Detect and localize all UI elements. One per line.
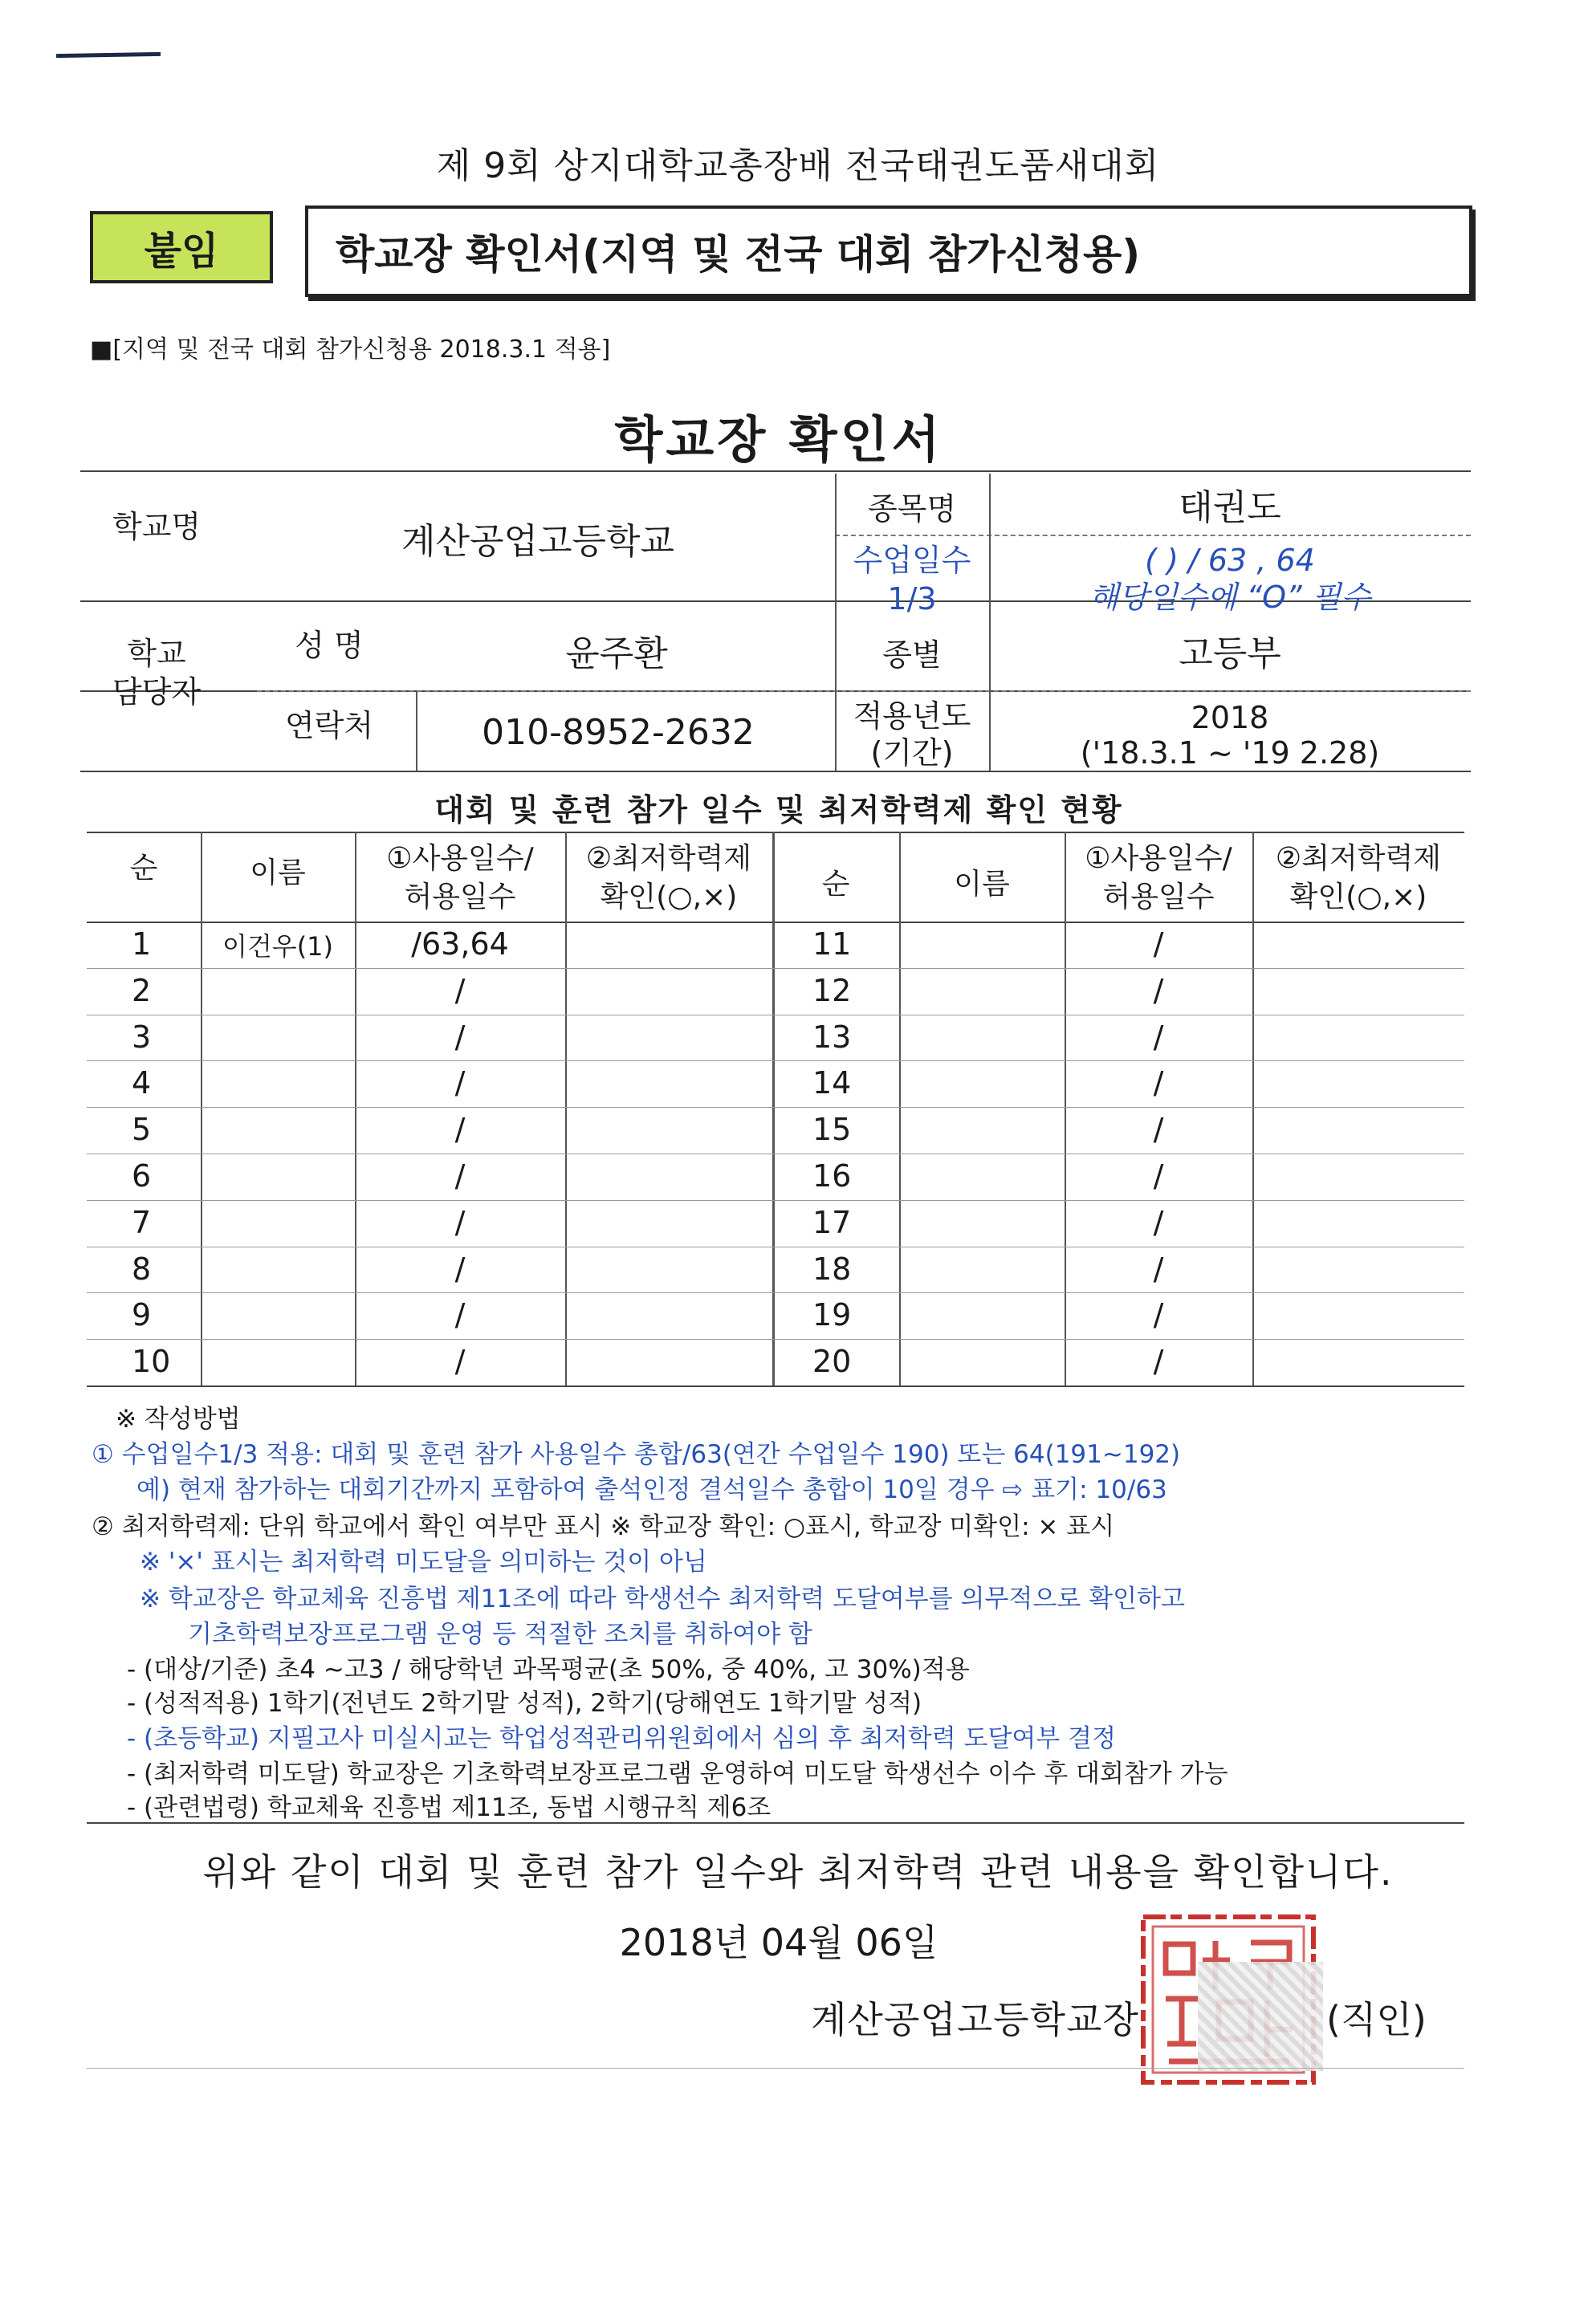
note-8: - (최저학력 미도달) 학교장은 기초학력보장프로그램 운영하여 미도달 학생선수 이수 후 대회참가 가능 bbox=[127, 1760, 1228, 1788]
header-days-sub: 허용일수 bbox=[404, 881, 516, 913]
year-period-label: (기간) bbox=[870, 735, 954, 771]
note-6: - (성적적용) 1학기(전년도 2학기말 성적), 2학기(당해연도 1학기말 성적) bbox=[127, 1689, 922, 1718]
header-no: 순 bbox=[129, 852, 158, 885]
class-days-label: 수업일수 bbox=[853, 543, 971, 578]
redacted-name bbox=[1198, 1962, 1323, 2071]
cell-days: / bbox=[1153, 926, 1164, 962]
note-9: - (관련법령) 학교체육 진흥법 제11조, 동법 시행규칙 제6조 bbox=[127, 1793, 772, 1822]
year-value: 2018 bbox=[1191, 700, 1269, 735]
cell-no: 17 bbox=[812, 1204, 852, 1240]
cell-days: / bbox=[1153, 1251, 1164, 1287]
cell-no: 2 bbox=[132, 972, 152, 1008]
cell-days: / bbox=[1153, 1065, 1164, 1101]
cell-days: / bbox=[454, 1344, 466, 1380]
cell-days: / bbox=[454, 1251, 466, 1287]
note-4-cont: 기초학력보장프로그램 운영 등 적절한 조치를 취하여야 함 bbox=[188, 1620, 812, 1649]
cell-days: /63,64 bbox=[411, 926, 509, 962]
note-4: ※ 학교장은 학교체육 진흥법 제11조에 따라 학생선수 최저학력 도달여부를 의무적으로 확인하고 bbox=[140, 1585, 1185, 1613]
cell-no: 8 bbox=[132, 1251, 152, 1287]
cell-days: / bbox=[454, 1297, 466, 1333]
cell-no: 16 bbox=[812, 1158, 852, 1194]
cell-no: 10 bbox=[132, 1344, 171, 1380]
notes-divider bbox=[87, 1822, 1464, 1824]
cell-no: 6 bbox=[132, 1158, 152, 1194]
pen-stroke bbox=[56, 52, 161, 58]
header-name: 이름 bbox=[250, 857, 306, 889]
cell-days: / bbox=[454, 1158, 466, 1194]
row-divider bbox=[87, 1060, 1464, 1061]
cell-no: 3 bbox=[132, 1019, 152, 1055]
row-divider bbox=[87, 1200, 1464, 1201]
page-title: 학교장 확인서 bbox=[614, 410, 943, 469]
cell-days: / bbox=[454, 1065, 466, 1101]
notes-heading: ※ 작성방법 bbox=[116, 1405, 241, 1434]
header-days: ①사용일수/ bbox=[386, 842, 534, 875]
cell-days: / bbox=[1153, 972, 1164, 1008]
contact-label: 연락처 bbox=[284, 708, 374, 743]
bottom-rule bbox=[87, 2068, 1464, 2069]
event-value: 태권도 bbox=[1179, 487, 1281, 528]
seal-suffix: (직인) bbox=[1326, 1998, 1427, 2041]
cell-days: / bbox=[1153, 1204, 1164, 1240]
cell-no: 14 bbox=[812, 1065, 852, 1101]
note-5: - (대상/기준) 초4 ~고3 / 해당학년 과목평균(초 50%, 중 40%, 고 30%)적용 bbox=[127, 1655, 970, 1684]
cell-days: / bbox=[454, 1112, 466, 1148]
manager-label-2: 담당자 bbox=[112, 674, 202, 710]
note-1-example: 예) 현재 참가하는 대회기간까지 포함하여 출석인정 결석일수 총합이 10일 경우 ⇨ 표기: 10/63 bbox=[136, 1475, 1167, 1504]
form-subtitle: ■[지역 및 전국 대회 참가신청용 2018.3.1 적용] bbox=[90, 336, 611, 364]
manager-label: 학교 bbox=[127, 636, 186, 671]
cell-days: / bbox=[454, 1019, 466, 1055]
row-divider bbox=[87, 1339, 1464, 1340]
cell-days: / bbox=[1153, 1019, 1164, 1055]
cell-no: 5 bbox=[132, 1112, 152, 1148]
header-check-2: ②최저학력제 bbox=[1275, 842, 1442, 875]
header-days-sub-2: 허용일수 bbox=[1102, 881, 1215, 913]
cell-no: 1 bbox=[132, 926, 152, 962]
cell-no: 7 bbox=[132, 1204, 152, 1240]
signer-name: 계산공업고등학교장 bbox=[811, 1998, 1139, 2041]
cell-days: / bbox=[454, 1204, 466, 1240]
cell-days: / bbox=[1153, 1158, 1164, 1194]
cell-days: / bbox=[1153, 1344, 1164, 1380]
header-name-2: 이름 bbox=[954, 868, 1010, 901]
school-label: 학교명 bbox=[112, 509, 202, 544]
cell-no: 15 bbox=[812, 1112, 852, 1148]
event-title: 제 9회 상지대학교총장배 전국태권도품새대회 bbox=[436, 145, 1160, 186]
header-days-2: ①사용일수/ bbox=[1085, 842, 1232, 875]
category-value: 고등부 bbox=[1179, 633, 1281, 674]
year-label: 적용년도 bbox=[853, 698, 971, 734]
cell-no: 19 bbox=[812, 1297, 852, 1333]
header-no-2: 순 bbox=[821, 868, 850, 901]
note-1: ① 수업일수1/3 적용: 대회 및 훈련 참가 사용일수 총합/63(연간 수업일수 190) 또는 64(191~192) bbox=[92, 1440, 1181, 1469]
name-label: 성 명 bbox=[295, 628, 364, 663]
year-period: ('18.3.1 ~ '19 2.28) bbox=[1080, 735, 1380, 771]
cell-no: 12 bbox=[812, 972, 852, 1008]
cell-days: / bbox=[1153, 1112, 1164, 1148]
cell-no: 4 bbox=[132, 1065, 152, 1101]
cell-days: / bbox=[454, 972, 466, 1008]
cell-no: 13 bbox=[812, 1019, 852, 1055]
cell-no: 11 bbox=[812, 926, 852, 962]
event-label: 종목명 bbox=[867, 491, 957, 527]
status-section-title: 대회 및 훈련 참가 일수 및 최저학력제 확인 현황 bbox=[434, 792, 1123, 828]
class-days-fraction: 1/3 bbox=[887, 581, 937, 616]
row-divider bbox=[87, 968, 1464, 969]
cell-days: / bbox=[1153, 1297, 1164, 1333]
note-2: ② 최저학력제: 단위 학교에서 확인 여부만 표시 ※ 학교장 확인: ○표시, 학교장 미확인: × 표시 bbox=[92, 1512, 1115, 1541]
cell-name: 이건우(1) bbox=[222, 931, 334, 962]
confirmation-date: 2018년 04월 06일 bbox=[619, 1921, 938, 1964]
school-name: 계산공업고등학교 bbox=[401, 521, 675, 562]
confirmation-text: 위와 같이 대회 및 훈련 참가 일수와 최저학력 관련 내용을 확인합니다. bbox=[202, 1850, 1394, 1894]
note-7: - (초등학교) 지필고사 미실시교는 학업성적관리위원회에서 심의 후 최저학력 도달여부 결정 bbox=[127, 1724, 1117, 1753]
header-check: ②최저학력제 bbox=[585, 842, 752, 875]
row-divider bbox=[87, 1107, 1464, 1108]
document-heading: 학교장 확인서(지역 및 전국 대회 참가신청용) bbox=[305, 205, 1472, 297]
cell-no: 20 bbox=[812, 1344, 852, 1380]
header-check-sub-2: 확인(○,×) bbox=[1289, 881, 1427, 913]
manager-name: 윤주환 bbox=[565, 633, 668, 674]
header-check-sub: 확인(○,×) bbox=[600, 881, 738, 913]
category-label: 종별 bbox=[882, 637, 942, 673]
cell-no: 9 bbox=[132, 1297, 152, 1333]
cell-no: 18 bbox=[812, 1251, 852, 1287]
contact-value: 010-8952-2632 bbox=[482, 712, 755, 753]
row-divider bbox=[87, 1292, 1464, 1293]
note-3: ※ '×' 표시는 최저학력 미도달을 의미하는 것이 아님 bbox=[140, 1548, 707, 1577]
attachment-badge: 붙임 bbox=[90, 211, 273, 283]
class-days-value: ( ) / 63 , 64 bbox=[1145, 543, 1315, 578]
class-days-note: 해당일수에 “O” 필수 bbox=[1089, 580, 1371, 615]
